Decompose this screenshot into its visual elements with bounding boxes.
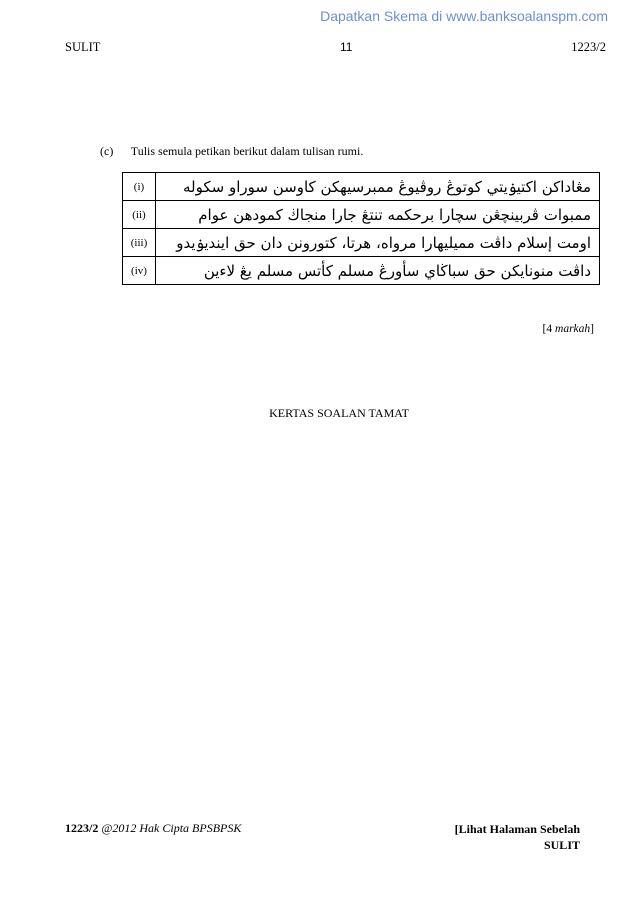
question-c	[100, 144, 363, 159]
jawi-text: داڤت منونايكن حق سباڬاي سأورڠ مسلم كأتس مسلم يڠ لاءين	[156, 257, 600, 285]
question-label: (c)	[100, 144, 114, 158]
footer-next-prefix: [Lihat Halaman Sebelah	[454, 822, 580, 836]
footer-copyright-text: @2012 Hak Cipta BPSBPSK	[98, 821, 242, 835]
table-row	[123, 257, 600, 285]
paper-code: 1223/2	[571, 40, 606, 54]
marks-allocation	[543, 323, 594, 335]
jawi-text: اومت إسلام داڤت مميليهارا مرواه، هرتا، كتورونن دان حق ايندیۏيدو	[156, 229, 600, 257]
end-of-paper-title: KERTAS SOALAN TAMAT	[269, 406, 409, 420]
footer-next-suffix: SULIT	[543, 838, 580, 852]
table-row	[123, 201, 600, 229]
marks-word: markah	[555, 323, 591, 335]
table-row	[123, 229, 600, 257]
row-number: (iii)	[123, 229, 156, 257]
marks-open: [4	[542, 323, 556, 335]
jawi-text: ممبوات ڤربينچڠن سچارا برحكمه تنتڠ جارا منجاڬ كمودهن عوام	[156, 201, 600, 229]
jawi-text: مڠاداكن اكتيۏيتي كوتوڠ روڤيوڠ ممبرسيهكن كاوسن سوراو سكوله	[156, 173, 600, 201]
footer-copyright	[65, 821, 241, 836]
source-banner: Dapatkan Skema di www.banksoalanspm.com	[320, 8, 608, 24]
page-number: 11	[340, 40, 353, 54]
footer-next-page	[455, 821, 580, 853]
jawi-passage-table	[122, 172, 600, 285]
question-text: Tulis semula petikan berikut dalam tulisan rumi.	[130, 144, 364, 158]
row-number: (iv)	[123, 257, 156, 285]
footer-code: 1223/2	[65, 821, 99, 835]
table-row	[123, 173, 600, 201]
header-classification: SULIT	[65, 40, 101, 54]
row-number: (ii)	[123, 201, 156, 229]
marks-close: ]	[590, 323, 594, 335]
row-number: (i)	[123, 173, 156, 201]
